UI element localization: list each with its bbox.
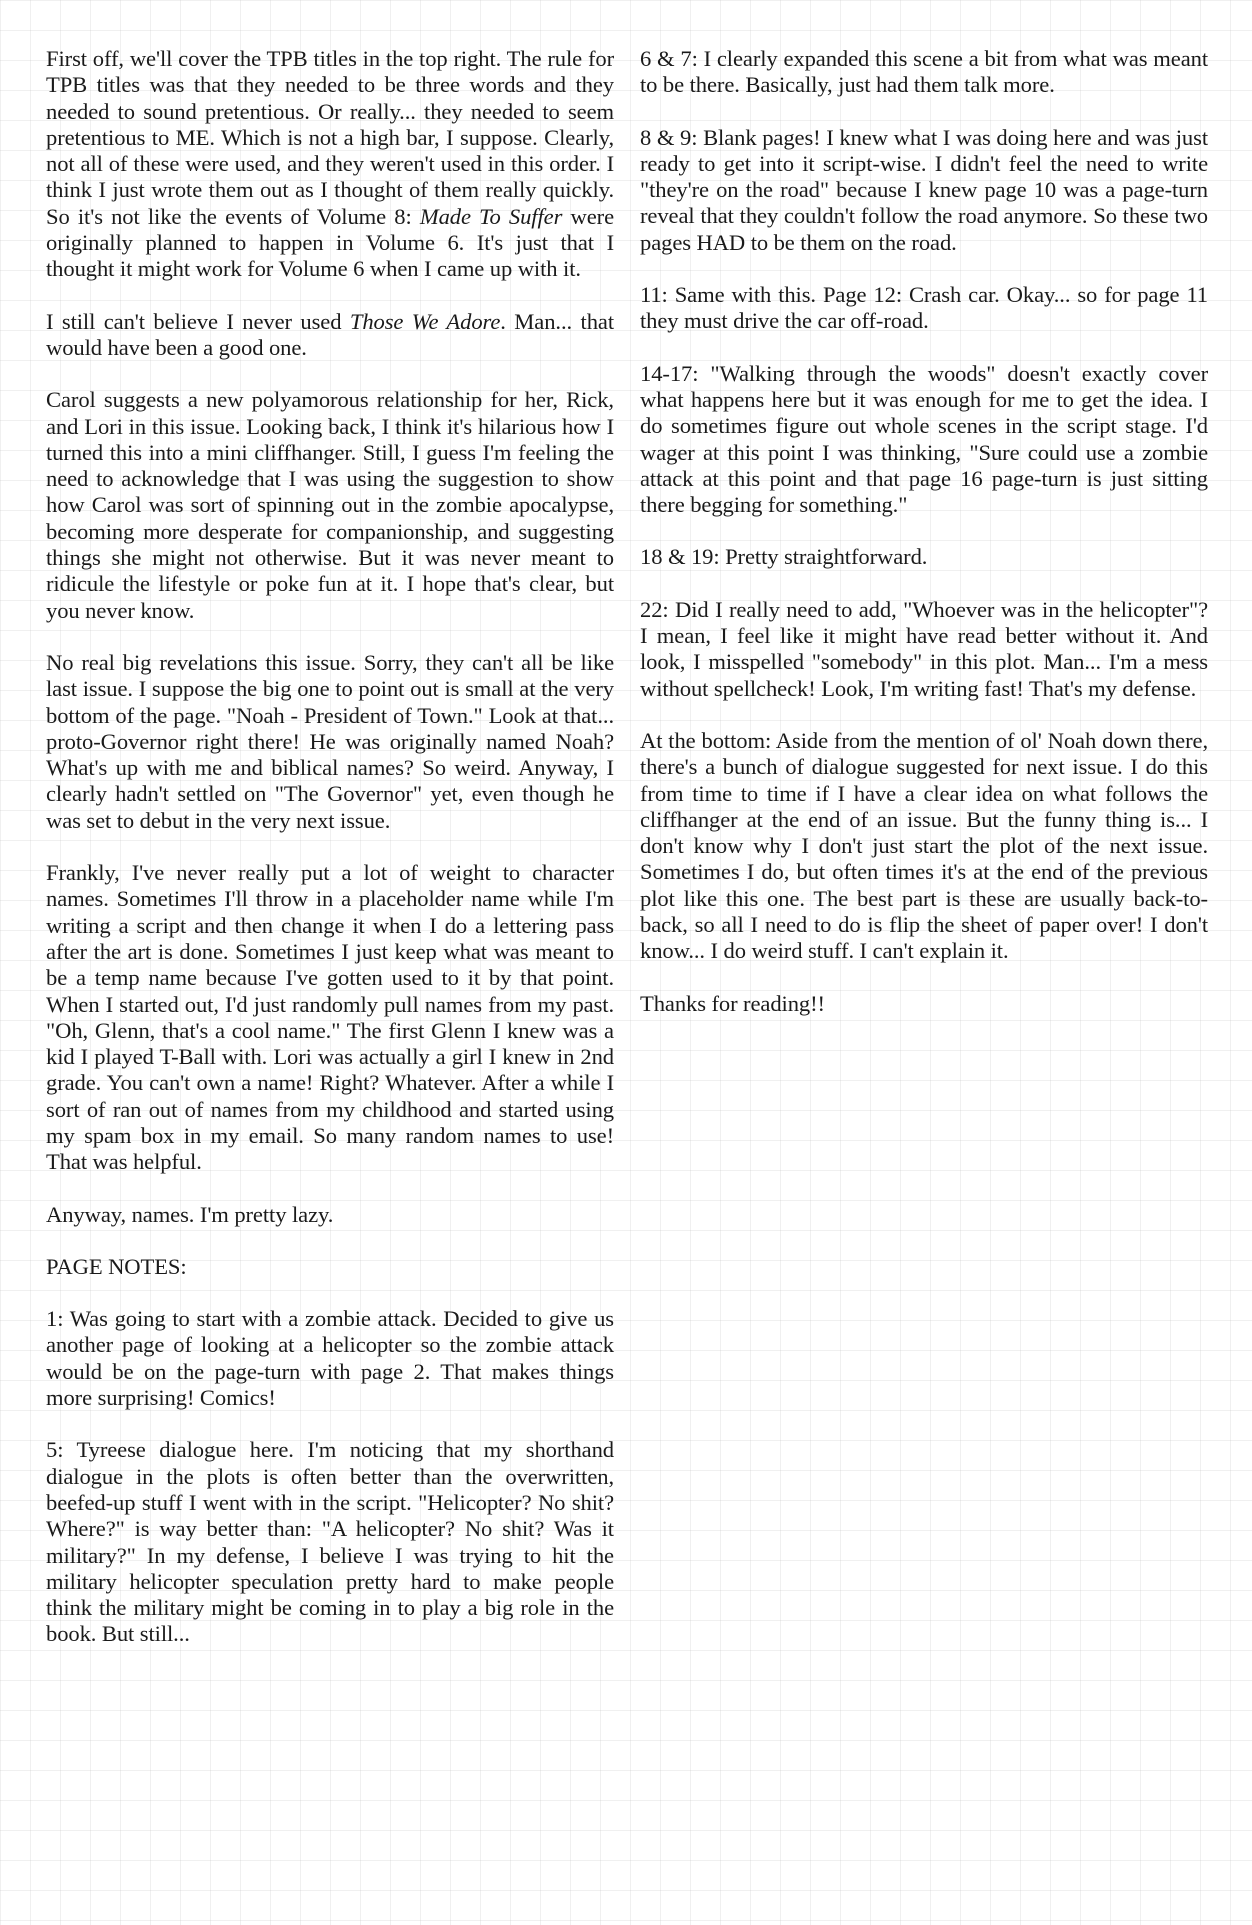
page-note-14-17: 14-17: "Walking through the woods" doesn't exactly cover what happens here but it was enough for me to get the idea. I do sometimes figure out whole scenes in the script stage. I'd wager at this point I was thinking, "Sure could use a zombie attack at this point and that page 16 page-turn is just sitting there begging for something." <box>640 360 1208 518</box>
unused-title-paragraph: I still can't believe I never used Those We Adore. Man... that would have been a good one. <box>46 308 614 360</box>
right-column <box>640 46 1208 1017</box>
page-note-22: 22: Did I really need to add, "Whoever was in the helicopter"? I mean, I feel like it might have read better without it. And look, I misspelled "somebody" in this plot. Man... I'm a mess without spellcheck! Look, I'm writing fast! That's my defense. <box>640 596 1208 701</box>
names-lazy-paragraph: Anyway, names. I'm pretty lazy. <box>46 1201 334 1227</box>
revelations-paragraph: No real big revelations this issue. Sorry, they can't all be like last issue. I suppose the big one to point out is small at the very bottom of the page. "Noah - President of Town." Look at that... proto-Governor right there! He was originally named Noah? What's up with me and biblical names? So weird. Anyway, I clearly hadn't settled on "The Governor" yet, even though he was set to debut in the very next issue. <box>46 649 614 833</box>
page-notes-heading: PAGE NOTES: <box>46 1253 187 1279</box>
page-note-8-9: 8 & 9: Blank pages! I knew what I was doing here and was just ready to get into it script-wise. I didn't feel the need to write "they're on the road" because I knew page 10 was a page-turn reveal that they couldn't follow the road anymore. So these two pages HAD to be them on the road. <box>640 124 1208 255</box>
page-note-bottom: At the bottom: Aside from the mention of ol' Noah down there, there's a bunch of dialogue suggested for next issue. I do this from time to time if I have a clear idea on what follows the cliffhanger at the end of an issue. But the funny thing is... I don't know why I don't just start the plot of the next issue. Sometimes I do, but often times it's at the end of the previous plot like this one. The best part is these are usually back-to-back, so all I need to do is flip the sheet of paper over! I don't know... I do weird stuff. I can't explain it. <box>640 727 1208 964</box>
tpb-titles-paragraph: First off, we'll cover the TPB titles in the top right. The rule for TPB titles was that they needed to be three words and they needed to sound pretentious. Or really... they needed to seem pretentious to ME. Which is not a high bar, I suppose. Clearly, not all of these were used, and they weren't used in this order. I think I just wrote them out as I thought of them really quickly. So it's not like the events of Volume 8: Made To Suffer were originally planned to happen in Volume 6. It's just that I thought it might work for Volume 6 when I came up with it. <box>46 46 614 282</box>
page-note-1: 1: Was going to start with a zombie attack. Decided to give us another page of looking at a helicopter so the zombie attack would be on the page-turn with page 2. That makes things more surprising! Comics! <box>46 1306 614 1411</box>
carol-paragraph: Carol suggests a new polyamorous relationship for her, Rick, and Lori in this issue. Looking back, I think it's hilarious how I turned this into a mini cliffhanger. Still, I guess I'm feeling the need to acknowledge that I was using the suggestion to show how Carol was sort of spinning out in the zombie apocalypse, becoming more desperate for companionship, and suggesting things she might not otherwise. But it was never meant to ridicule the lifestyle or poke fun at it. I hope that's clear, but you never know. <box>46 387 614 623</box>
page-note-6-7: 6 & 7: I clearly expanded this scene a bit from what was meant to be there. Basically, just had them talk more. <box>640 46 1208 98</box>
volume-title-made-to-suffer: Made To Suffer <box>419 203 563 229</box>
page-note-11: 11: Same with this. Page 12: Crash car. Okay... so for page 11 they must drive the car off-road. <box>640 282 1208 334</box>
thanks-paragraph: Thanks for reading!! <box>640 990 825 1016</box>
page-note-18-19: 18 & 19: Pretty straightforward. <box>640 544 928 570</box>
character-names-paragraph: Frankly, I've never really put a lot of weight to character names. Sometimes I'll throw in a placeholder name while I'm writing a script and then change it when I do a lettering pass after the art is done. Sometimes I just keep what was meant to be a temp name because I've gotten used to it by that point. When I started out, I'd just randomly pull names from my past. "Oh, Glenn, that's a cool name." The first Glenn I knew was a kid I played T-Ball with. Lori was actually a girl I knew in 2nd grade. You can't own a name! Right? Whatever. After a while I sort of ran out of names from my childhood and started using my spam box in my email. So many random names to use! That was helpful. <box>46 860 614 1175</box>
left-column <box>46 46 614 1648</box>
page-note-5: 5: Tyreese dialogue here. I'm noticing that my shorthand dialogue in the plots is often better than the overwritten, beefed-up stuff I went with in the script. "Helicopter? No shit? Where?" is way better than: "A helicopter? No shit? Was it military?" In my defense, I believe I was trying to hit the military helicopter speculation pretty hard to make people think the military might be coming in to play a big role in the book. But still... <box>46 1437 614 1647</box>
volume-title-those-we-adore: Those We Adore <box>349 308 501 334</box>
